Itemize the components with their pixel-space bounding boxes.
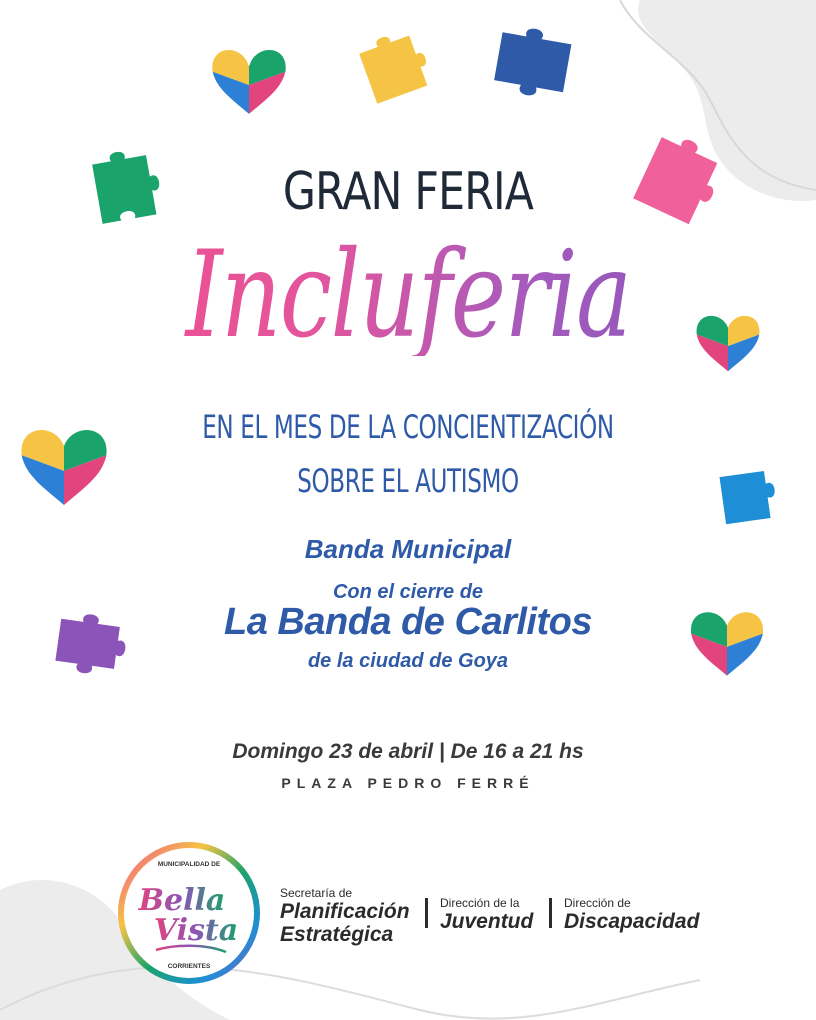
cierre-label: Con el cierre de [332, 581, 484, 603]
org-planificacion-prefix: Secretaría de [280, 886, 353, 900]
ciudad-goya: de la ciudad de Goya [307, 650, 509, 672]
org-discapacidad-prefix: Dirección de [564, 896, 631, 910]
separator [549, 898, 552, 928]
banda-municipal: Banda Municipal [304, 534, 512, 564]
title-gran-feria: GRAN FERIA [282, 162, 534, 222]
logo-top-text: MUNICIPALIDAD DE [157, 861, 221, 868]
event-date: Domingo 23 de abril | De 16 a 21 hs [232, 740, 584, 763]
subtitle-line-1: EN EL MES DE LA CONCIENTIZACIÓN [202, 408, 614, 446]
banda-carlitos: La Banda de Carlitos [224, 601, 592, 643]
org-juventud [440, 896, 533, 933]
org-juventud-prefix: Dirección de la [440, 896, 520, 910]
org-discapacidad-name: Discapacidad [564, 910, 700, 933]
bella-vista-logo [116, 840, 262, 986]
event-location: PLAZA PEDRO FERRÉ [281, 775, 535, 791]
org-discapacidad [564, 896, 699, 933]
puzzle-piece-yellow-icon [356, 28, 432, 108]
logo-name-vista: Vista [153, 913, 239, 948]
org-planificacion-name-2: Estratégica [280, 923, 394, 946]
subtitle-line-2: SOBRE EL AUTISMO [297, 462, 519, 500]
logo-name-bella: Bella [138, 883, 226, 918]
puzzle-heart-icon [18, 420, 110, 508]
separator [425, 898, 428, 928]
puzzle-piece-blue-icon [488, 26, 580, 102]
puzzle-piece-lightblue-icon [714, 462, 794, 528]
org-planificacion-name-1: Planificación [280, 900, 410, 923]
org-juventud-name: Juventud [440, 910, 534, 933]
org-planificacion [280, 886, 410, 946]
title-incluferia: Incluferia [90, 236, 726, 356]
puzzle-heart-icon [208, 40, 290, 118]
logo-bottom-text: CORRIENTES [167, 963, 211, 970]
